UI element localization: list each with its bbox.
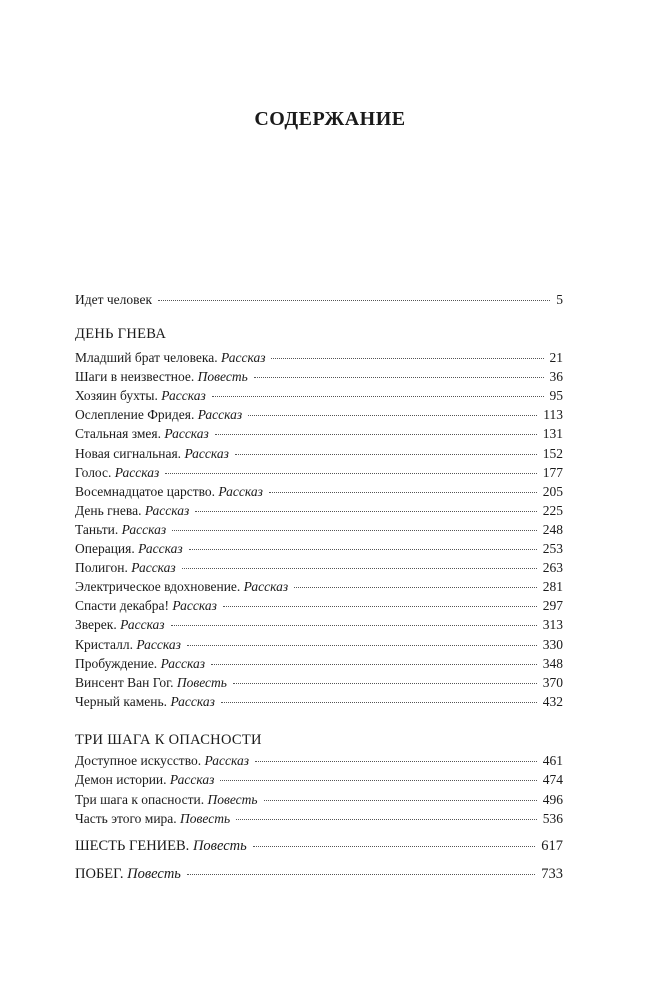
toc-entry-kind: Рассказ [164,426,209,442]
toc-entry-page: 297 [542,598,563,614]
toc-entry-page: 496 [542,791,563,807]
toc-entry-label: Демон истории. [75,772,167,788]
leader-dots [158,299,550,301]
toc-entry-page: 281 [542,579,563,595]
toc-entry-label: Младший брат человека. [75,350,218,365]
leader-dots [212,395,544,397]
leader-dots [187,644,537,646]
toc-entry-page: 330 [542,636,563,652]
toc-entry-intro [75,290,563,310]
toc-entry [75,386,563,406]
toc-entry [75,635,563,655]
toc-entry-page: 5 [556,292,563,307]
toc-entry-label: Винсент Ван Гог. [75,674,174,690]
toc-entry-kind: Рассказ [138,541,183,556]
toc-entry-page: 36 [549,369,563,385]
toc-entry [75,539,563,559]
toc-entry [75,770,563,790]
toc-entry-label: Черный камень. [75,693,168,709]
toc-entry-label: Полигон. [75,560,128,576]
toc-entry-label: Пробуждение. [75,655,158,671]
leader-dots [271,357,543,359]
toc-entry-page: 248 [542,521,563,537]
toc-entry-kind: Рассказ [170,693,215,709]
toc-entry-kind: Рассказ [169,772,215,788]
toc-entry-label: Доступное искусство. [75,753,202,768]
toc-entry-kind: Рассказ [121,521,167,537]
toc-entry [75,405,563,425]
leader-dots [269,491,537,493]
toc-entry-page: 617 [541,838,563,854]
leader-dots [165,472,537,474]
toc-entry-label: Кристалл. [75,636,133,652]
toc-entry [75,790,563,810]
toc-entry-label: Идет человек [75,292,152,307]
toc-entry-kind: Повесть [176,674,227,690]
leader-dots [221,701,537,703]
toc-entry-kind: Повесть [180,811,231,827]
toc-entry-label: Ослепление Фридея. [75,407,195,423]
toc-entry-kind: Рассказ [197,407,243,423]
leader-dots [223,605,537,607]
toc-entry-label: Восемнадцатое царство. [75,483,216,499]
toc-entry-label: Стальная змея. [75,426,161,442]
toc-entry-kind: Рассказ [160,655,206,671]
leader-dots [248,414,537,416]
leader-dots [235,453,537,455]
toc-entry-label: ПОБЕГ. [75,866,124,882]
leader-dots [172,529,537,531]
toc-entry-tail [75,836,563,856]
toc-entry [75,692,563,712]
leader-dots [171,624,537,626]
toc-entry-page: 152 [542,445,563,461]
toc-entry [75,654,563,674]
toc-entry-kind: Рассказ [184,445,229,461]
toc-entry-page: 263 [542,560,563,576]
toc-entry-tail [75,864,563,884]
leader-dots [220,779,536,781]
toc-entry-page: 205 [542,483,563,499]
toc-entry-kind: Повесть [197,369,248,385]
toc-entry [75,577,563,597]
toc-entry-page: 348 [542,655,563,671]
toc-entry [75,558,563,578]
toc-entry [75,424,563,444]
toc-entry-kind: Рассказ [120,617,165,633]
section-heading: ДЕНЬ ГНЕВА [75,326,167,342]
leader-dots [195,510,536,512]
toc-entry-kind: Рассказ [172,598,217,614]
toc-entry [75,444,563,464]
leader-dots [211,663,537,665]
leader-dots [233,682,537,684]
toc-entry-page: 253 [542,541,563,556]
toc-entry [75,809,563,829]
leader-dots [253,845,536,847]
leader-dots [187,873,535,875]
toc-entry [75,751,563,771]
toc-entry-page: 131 [542,426,563,442]
toc-entry [75,367,563,387]
toc-entry-page: 113 [543,407,563,423]
toc-entry-page: 536 [542,811,563,827]
toc-entry-page: 733 [541,866,563,882]
toc-entry-label: Таньти. [75,521,119,537]
leader-dots [189,548,537,550]
toc-entry [75,348,563,368]
toc-entry [75,615,563,635]
toc-entry-page: 177 [542,464,563,480]
toc-entry-label: Голос. [75,464,112,480]
toc-entry-kind: Повесть [127,866,181,882]
toc-entry-page: 474 [542,772,563,788]
toc-entry-kind: Рассказ [243,579,289,595]
toc-entry-kind: Рассказ [218,483,263,499]
toc-entry-page: 370 [542,674,563,690]
toc-entry-page: 432 [542,693,563,709]
leader-dots [294,586,537,588]
toc-entry-page: 21 [549,350,563,365]
leader-dots [264,799,537,801]
leader-dots [236,818,537,820]
toc-entry-label: ШЕСТЬ ГЕНИЕВ. [75,838,190,854]
toc-entry [75,501,563,521]
leader-dots [182,567,537,569]
toc-entry-label: Три шага к опасности. [75,791,205,807]
toc-entry [75,520,563,540]
toc-entry-kind: Рассказ [131,560,176,576]
toc-entry-kind: Рассказ [221,350,266,365]
toc-entry-page: 225 [542,502,563,518]
toc-entry [75,482,563,502]
toc-entry-label: Зверек. [75,617,117,633]
toc-entry-label: Электрическое вдохновение. [75,579,241,595]
toc-entry-kind: Рассказ [204,753,249,768]
page-title: СОДЕРЖАНИЕ [254,108,406,130]
leader-dots [255,760,537,762]
toc-entry-page: 95 [549,388,563,404]
toc-entry-kind: Повесть [207,791,258,807]
toc-entry-page: 313 [542,617,563,633]
toc-entry-label: Новая сигнальная. [75,445,182,461]
toc-entry-label: Спасти декабра! [75,598,170,614]
toc-entry-kind: Рассказ [136,636,181,652]
toc-entry-kind: Повесть [192,838,247,854]
section-heading: ТРИ ШАГА К ОПАСНОСТИ [75,732,262,748]
leader-dots [254,376,544,378]
toc-entry [75,596,563,616]
toc-entry-kind: Рассказ [144,502,190,518]
toc-entry-label: День гнева. [75,502,142,518]
toc-entry-page: 461 [542,753,563,768]
toc-entry-kind: Рассказ [114,464,160,480]
toc-entry-kind: Рассказ [161,388,206,404]
toc-entry-label: Операция. [75,541,135,556]
toc-entry-label: Часть этого мира. [75,811,177,827]
toc-entry [75,463,563,483]
toc-entry [75,673,563,693]
leader-dots [215,433,537,435]
toc-entry-label: Хозяин бухты. [75,388,158,404]
toc-entry-label: Шаги в неизвестное. [75,369,195,385]
